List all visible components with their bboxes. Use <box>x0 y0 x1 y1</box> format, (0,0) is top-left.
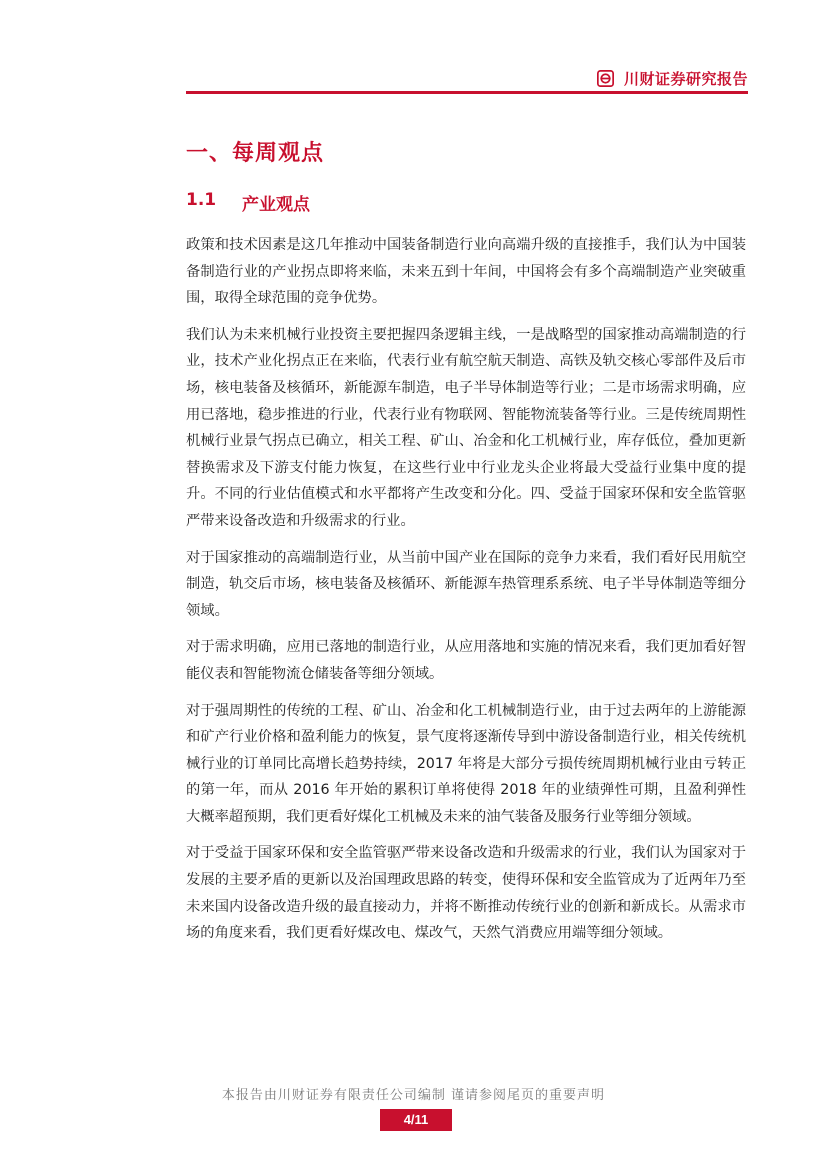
subsection-heading <box>186 190 310 215</box>
paragraph: 对于强周期性的传统的工程、矿山、冶金和化工机械制造行业，由于过去两年的上游能源和矿产行业价格和盈利能力的恢复，景气度将逐渐传导到中游设备制造行业，相关传统机械行业的订单同比高增长趋势持续，2017 年将是大部分亏损传统周期机械行业由亏转正的第一年，而从 2016 年开始的累积订单将使得 2018 年的业绩弹性可期，且盈利弹性大概率超预期，我们更看好煤化工机械及未来的油气装备及服务行业等细分领域。 <box>186 702 746 825</box>
footer-disclaimer: 本报告由川财证券有限责任公司编制 谨请参阅尾页的重要声明 <box>221 1088 606 1103</box>
chuancai-logo-icon <box>597 70 614 87</box>
section-title: 一、每周观点 <box>186 141 325 166</box>
paragraph: 对于国家推动的高端制造行业，从当前中国产业在国际的竞争力来看，我们看好民用航空制造，轨交后市场，核电装备及核循环、新能源车热管理系系统、电子半导体制造等细分领域。 <box>186 549 746 619</box>
brand-text: 川财证券研究报告 <box>623 70 748 88</box>
body-content <box>186 232 746 957</box>
subsection-title: 产业观点 <box>242 195 310 215</box>
brand <box>597 68 748 89</box>
header-divider <box>186 91 748 94</box>
page-number: 4/11 <box>380 1109 452 1131</box>
page-header <box>186 62 748 94</box>
subsection-number: 1.1 <box>186 190 217 210</box>
paragraph: 我们认为未来机械行业投资主要把握四条逻辑主线，一是战略型的国家推动高端制造的行业，技术产业化拐点正在来临，代表行业有航空航天制造、高铁及轨交核心零部件及后市场，核电装备及核循环，新能源车制造，电子半导体制造等行业；二是市场需求明确，应用已落地，稳步推进的行业，代表行业有物联网、智能物流装备等行业。三是传统周期性机械行业景气拐点已确立，相关工程、矿山、冶金和化工机械行业，库存低位，叠加更新替换需求及下游支付能力恢复，在这些行业中行业龙头企业将最大受益行业集中度的提升。不同的行业估值模式和水平都将产生改变和分化。四、受益于国家环保和安全监管驱严带来设备改造和升级需求的行业。 <box>186 326 746 529</box>
paragraph: 对于需求明确，应用已落地的制造行业，从应用落地和实施的情况来看，我们更加看好智能仪表和智能物流仓储装备等细分领域。 <box>186 639 746 682</box>
paragraph: 对于受益于国家环保和安全监管驱严带来设备改造和升级需求的行业，我们认为国家对于发展的主要矛盾的更新以及治国理政思路的转变，使得环保和安全监管成为了近两年乃至未来国内设备改造升级的最直接动力，并将不断推动传统行业的创新和新成长。从需求市场的角度来看，我们更看好煤改电、煤改气，天然气消费应用端等细分领域。 <box>186 845 746 942</box>
paragraph: 政策和技术因素是这几年推动中国装备制造行业向高端升级的直接推手，我们认为中国装备制造行业的产业拐点即将来临，未来五到十年间，中国将会有多个高端制造产业突破重围，取得全球范围的竞争优势。 <box>186 237 746 307</box>
